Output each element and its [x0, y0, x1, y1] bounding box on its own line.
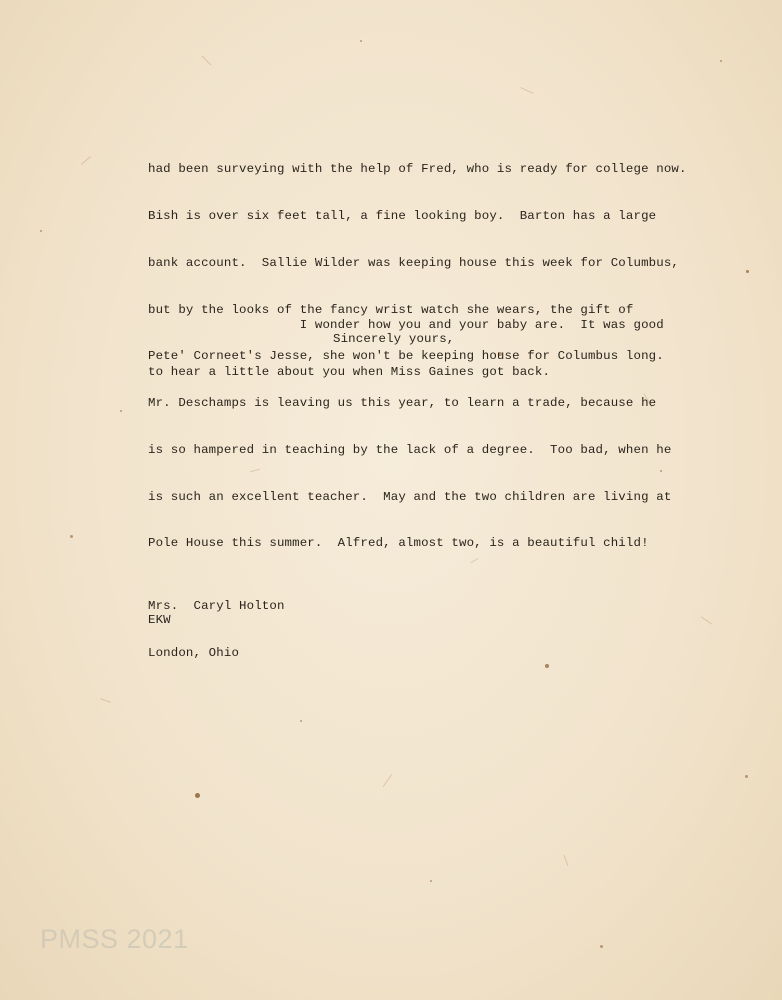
- letter-closing: Sincerely yours,: [333, 332, 455, 346]
- body-line: Mr. Deschamps is leaving us this year, to learn a trade, because he: [148, 396, 657, 411]
- body-line: Pete' Corneet's Jesse, she won't be keeping house for Columbus long.: [148, 349, 664, 364]
- paper-fleck: [120, 410, 122, 412]
- paper-fiber: [100, 698, 111, 703]
- paper-fleck: [40, 230, 42, 232]
- body-line: Pole House this summer. Alfred, almost two, is a beautiful child!: [148, 536, 649, 551]
- body-line: to hear a little about you when Miss Gaines got back.: [148, 364, 551, 379]
- paper-fiber: [202, 56, 212, 66]
- addressee-name: Mrs. Caryl Holton: [148, 598, 285, 613]
- paper-fleck: [600, 945, 603, 948]
- body-line: is such an excellent teacher. May and the two children are living at: [148, 489, 672, 504]
- paper-fleck: [720, 60, 722, 62]
- addressee-block: [148, 567, 285, 693]
- body-line: but by the looks of the fancy wrist watch she wears, the gift of: [148, 302, 634, 317]
- body-line: had been surveying with the help of Fred, who is ready for college now.: [148, 162, 687, 177]
- paper-fiber: [383, 774, 392, 787]
- paper-fleck: [746, 270, 749, 273]
- paper-fleck: [360, 40, 362, 42]
- paper-fiber: [520, 87, 533, 94]
- paper-fleck: [300, 720, 302, 722]
- body-line: Bish is over six feet tall, a fine looking boy. Barton has a large: [148, 208, 657, 223]
- paper-fleck: [545, 664, 549, 668]
- paper-fleck: [195, 793, 200, 798]
- typist-initials: EKW: [148, 613, 171, 627]
- body-line: is so hampered in teaching by the lack of a degree. Too bad, when he: [148, 442, 672, 457]
- paper-fleck: [70, 535, 73, 538]
- paper-fiber: [701, 616, 712, 624]
- paper-fiber: [563, 855, 568, 867]
- paper-fiber: [81, 156, 91, 164]
- letter-paragraph-2: [148, 287, 664, 412]
- paper-fleck: [430, 880, 432, 882]
- paper-fleck: [745, 775, 748, 778]
- archive-watermark: PMSS 2021: [40, 924, 189, 954]
- body-line: I wonder how you and your baby are. It was good: [148, 318, 664, 333]
- body-line: bank account. Sallie Wilder was keeping house this week for Columbus,: [148, 255, 679, 270]
- addressee-location: London, Ohio: [148, 645, 240, 660]
